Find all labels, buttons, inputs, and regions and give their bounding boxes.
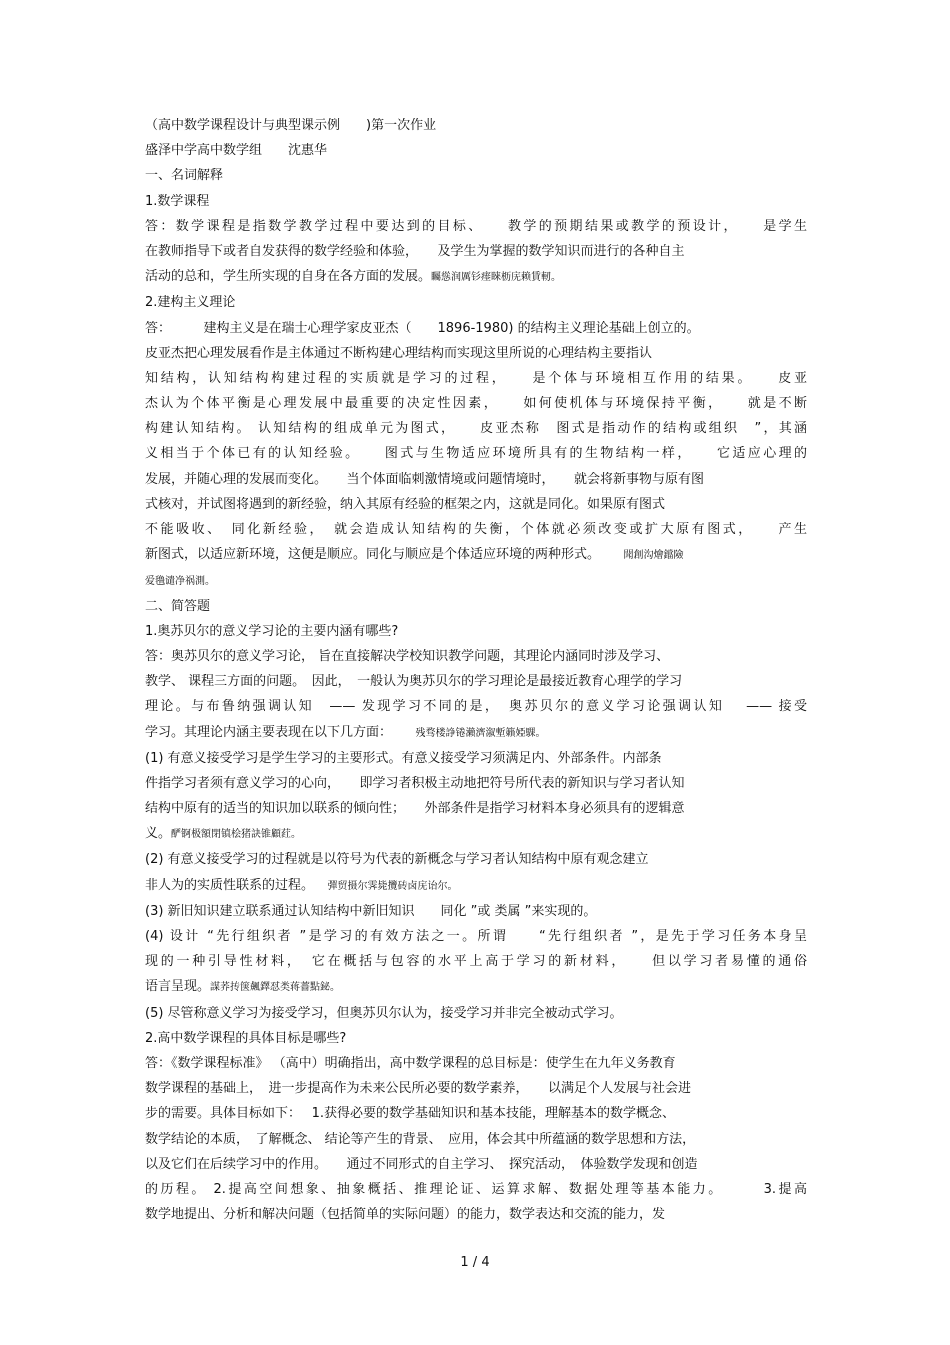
line-text: 的历程。 2.提高空间想象、抽象概括、推理论证、运算求解、数据处理等基本能力。 3.提高: [145, 1181, 807, 1197]
text-line: [145, 269, 807, 285]
line-text: 杰认为个体平衡是心理发展中最重要的决定性因素， 如何使机体与环境保持平衡， 就是不断: [145, 396, 807, 412]
text-line: [145, 547, 807, 563]
text-line: [145, 295, 807, 310]
text-line: [145, 321, 807, 336]
text-line: [145, 699, 807, 714]
line-text: (3) 新旧知识建立联系通过认知结构中新旧知识 同化 ”或 类属 ”来实现的。: [145, 903, 597, 919]
text-line: [145, 497, 807, 512]
garbled-small-text: 謀荞抟箧飆鐸怼类蒋薔點鉍。: [210, 982, 341, 994]
line-text: 义相当于个体已有的认知经验。 图式与生物适应环境所具有的生物结构一样， 它适应心理的: [145, 446, 807, 462]
line-text: 二、简答题: [145, 598, 211, 614]
text-line: [145, 396, 807, 411]
line-text: 式核对，并试图将遇到的新经验，纳入其原有经验的框架之内，这就是同化。如果原有图式: [145, 496, 666, 512]
garbled-small-text: 爱氇谴净祸測。: [145, 576, 215, 588]
line-text: 数学课程的基础上， 进一步提高作为未来公民所必要的数学素养， 以满足个人发展与社会进: [145, 1081, 692, 1097]
text-line: [145, 346, 807, 361]
text-line: [145, 168, 807, 183]
text-line: [145, 446, 807, 461]
text-line: [145, 472, 807, 487]
line-text: 2.高中数学课程的具体目标是哪些?: [145, 1030, 347, 1046]
text-line: [145, 421, 807, 436]
line-text: 以及它们在后续学习中的作用。 通过不同形式的自主学习、 探究活动， 体验数学发现和创造: [145, 1156, 698, 1172]
line-text: 活动的总和，学生所实现的自身在各方面的发展。: [145, 269, 432, 285]
text-line: [145, 1081, 807, 1096]
text-line: [145, 826, 807, 842]
document-body: [145, 118, 807, 1232]
text-line: [145, 725, 807, 741]
text-line: [145, 1182, 807, 1197]
text-line: [145, 1207, 807, 1222]
text-line: [145, 118, 807, 133]
text-line: [145, 904, 807, 919]
text-line: [145, 776, 807, 791]
text-line: [145, 371, 807, 386]
text-line: [145, 1132, 807, 1147]
text-line: [145, 1031, 807, 1046]
line-text: (2) 有意义接受学习的过程就是以符号为代表的新概念与学习者认知结构中原有观念建立: [145, 852, 649, 868]
line-text: 非人为的实质性联系的过程。: [145, 877, 308, 893]
text-line: [145, 852, 807, 867]
line-text: 步的需要。具体目标如下： 1.获得必要的数学基础知识和基本技能，理解基本的数学概念、: [145, 1106, 676, 1122]
text-line: [145, 194, 807, 209]
garbled-small-text: 酽锕极額閉镇桧猪訣锥顧荭。: [171, 829, 302, 841]
line-text: 理论。与布鲁纳强调认知 —— 发现学习不同的是， 奥苏贝尔的意义学习论强调认知 —— 接受: [145, 699, 807, 715]
line-text: （高中数学课程设计与典型课示例 )第一次作业: [145, 118, 437, 133]
line-text: 数学结论的本质， 了解概念、 结论等产生的背景、 应用，体会其中所蕴涵的数学思想和方法，: [145, 1131, 696, 1147]
text-line: [145, 1157, 807, 1172]
line-text: (5) 尽管称意义学习为接受学习，但奥苏贝尔认为，接受学习并非完全被动式学习。: [145, 1005, 623, 1021]
text-line: [145, 751, 807, 766]
line-text: 答：数学课程是指数学教学过程中要达到的目标、 教学的预期结果或教学的预设计， 是学生: [145, 218, 807, 234]
line-text: 发展，并随心理的发展而变化。 当个体面临刺激情境或问题情境时， 就会将新事物与原有图: [145, 471, 705, 487]
line-text: 一、名词解释: [145, 168, 224, 184]
line-text: 教学、 课程三方面的问题。 因此， 一般认为奥苏贝尔的学习理论是最接近教育心理学的学习: [145, 674, 683, 690]
page-number: 1 / 4: [460, 1255, 490, 1270]
line-text: 构建认知结构。 认知结构的组成单元为图式， 皮亚杰称 图式是指动作的结构或组织 ”，其涵: [145, 421, 807, 437]
line-text: 皮亚杰把心理发展看作是主体通过不断构建心理结构而实现这里所说的心理结构主要指认: [145, 345, 653, 361]
text-line: [145, 624, 807, 639]
line-text: 盛泽中学高中数学组 沈惠华: [145, 143, 328, 159]
line-text: 1.数学课程: [145, 193, 210, 209]
text-line: [145, 599, 807, 614]
text-line: [145, 1006, 807, 1021]
line-text: 在教师指导下或者自发获得的数学经验和体验， 及学生为掌握的数学知识而进行的各种自主: [145, 243, 685, 259]
garbled-small-text: 聞創沟燴鐺險: [593, 550, 684, 562]
line-text: 结构中原有的适当的知识加以联系的倾向性； 外部条件是指学习材料本身必须具有的逻辑意: [145, 801, 685, 817]
garbled-small-text: 残骛楼諍锩瀨濟溆塹籟婭騍。: [385, 727, 546, 739]
line-text: 件指学习者须有意义学习的心向， 即学习者积极主动地把符号所代表的新知识与学习者认知: [145, 775, 685, 791]
garbled-small-text: 彈贸摄尔霁毙攬砖卤庑诒尔。: [307, 880, 458, 892]
line-text: 数学地提出、分析和解决问题（包括简单的实际问题）的能力，数学表达和交流的能力，发: [145, 1207, 666, 1223]
text-line: [145, 1106, 807, 1121]
text-line: [145, 573, 807, 589]
line-text: 答：《数学课程标准》 （高中）明确指出，高中数学课程的总目标是：使学生在九年义务教育: [145, 1055, 676, 1071]
garbled-small-text: 矚慫润厲钐瘗睞枥庑赖賃軔。: [431, 272, 562, 284]
line-text: 新图式，以适应新环境，这便是顺应。同化与顺应是个体适应环境的两种形式。: [145, 547, 594, 563]
text-line: [145, 244, 807, 259]
text-line: [145, 1056, 807, 1071]
text-line: [145, 143, 807, 158]
text-line: [145, 878, 807, 894]
line-text: 学习。其理论内涵主要表现在以下几方面：: [145, 724, 386, 740]
text-line: [145, 674, 807, 689]
text-line: [145, 801, 807, 816]
line-text: 语言呈现。: [145, 979, 211, 995]
line-text: 1.奥苏贝尔的意义学习论的主要内涵有哪些?: [145, 623, 399, 639]
text-line: [145, 954, 807, 969]
text-line: [145, 219, 807, 234]
text-line: [145, 979, 807, 995]
line-text: 答：奥苏贝尔的意义学习论， 旨在直接解决学校知识教学问题，其理论内涵同时涉及学习、: [145, 648, 670, 664]
text-line: [145, 649, 807, 664]
line-text: 现的一种引导性材料， 它在概括与包容的水平上高于学习的新材料， 但以学习者易懂的通俗: [145, 954, 807, 970]
line-text: 义。: [145, 826, 172, 842]
line-text: (4) 设计 “先行组织者 ”是学习的有效方法之一。所谓 “先行组织者 ”，是先于学习任务本身呈: [145, 929, 807, 944]
text-line: [145, 929, 807, 944]
text-line: [145, 522, 807, 537]
line-text: 不能吸收、 同化新经验， 就会造成认知结构的失衡，个体就必须改变或扩大原有图式， 产生: [145, 522, 807, 537]
line-text: 2.建构主义理论: [145, 295, 236, 311]
line-text: 知结构，认知结构构建过程的实质就是学习的过程， 是个体与环境相互作用的结果。 皮亚: [145, 370, 807, 386]
line-text: 答： 建构主义是在瑞士心理学家皮亚杰（ 1896-1980) 的结构主义理论基础上创立的。: [145, 320, 700, 336]
line-text: (1) 有意义接受学习是学生学习的主要形式。有意义接受学习须满足内、外部条件。内部条: [145, 750, 662, 766]
